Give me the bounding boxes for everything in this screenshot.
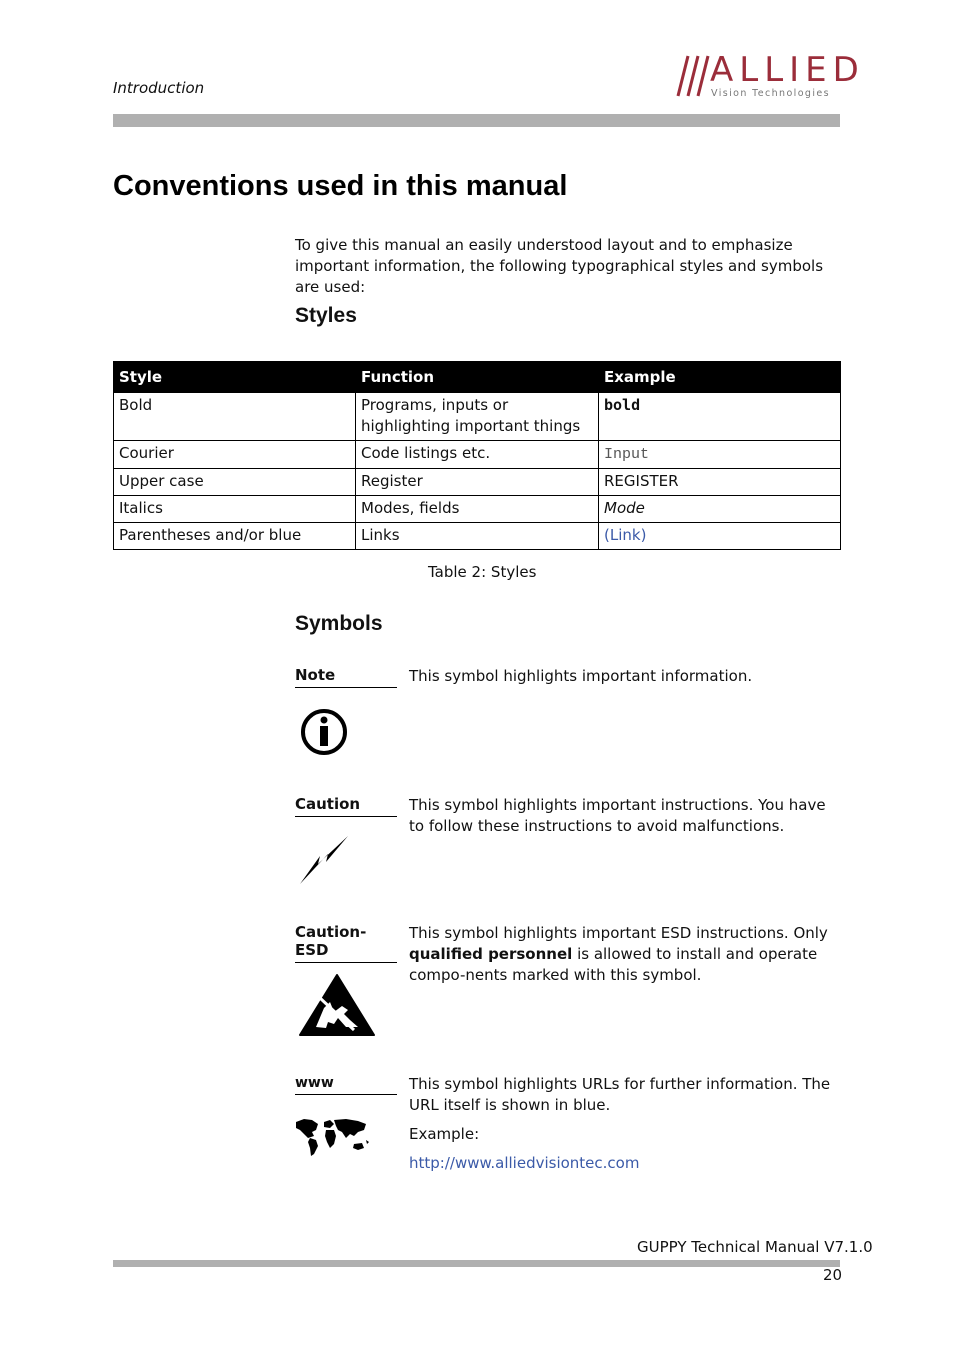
example-bold: bold [604,396,641,414]
world-map-icon [294,1116,372,1158]
intro-paragraph: To give this manual an easily understood layout and to emphasize important information, the following typographical styles and symbols are used: [295,236,824,296]
esd-warning-icon [298,972,376,1038]
logo-word: ALLIED [710,50,865,90]
footer-rule [113,1260,840,1267]
cell-style: Courier [114,441,356,469]
info-icon [299,706,349,758]
example-label: Example: [409,1125,480,1143]
cell-style: Bold [114,393,356,441]
page-number: 20 [823,1266,843,1284]
section-label: Introduction [113,79,205,97]
cell-example [599,496,841,523]
column-header-example: Example [599,362,841,393]
table-header-row [114,362,841,393]
page-title: Conventions used in this manual [113,170,568,202]
lightning-icon [298,834,350,886]
cell-example [599,441,841,469]
example-courier: Input [604,446,650,463]
cell-function: Programs, inputs or highlighting important things [356,393,599,441]
symbol-text-caution: This symbol highlights important instructions. You have to follow these instructions to avoid malfunctions. [409,796,826,835]
cell-style: Italics [114,496,356,523]
cell-example: REGISTER [599,469,841,496]
cell-example [599,393,841,441]
example-link[interactable]: (Link) [604,526,647,544]
cell-function: Code listings etc. [356,441,599,469]
cell-style: Upper case [114,469,356,496]
footer-manual-title: GUPPY Technical Manual V7.1.0 [637,1238,873,1256]
symbol-text-note: This symbol highlights important information. [409,667,753,685]
table-row [114,523,841,550]
symbol-text-www: This symbol highlights URLs for further information. The URL itself is shown in blue. [409,1075,831,1114]
cell-function: Register [356,469,599,496]
table-row [114,393,841,441]
logo-subtitle: Vision Technologies [711,88,830,99]
symbol-label-caution-esd: Caution-ESD [295,923,397,963]
table-row [114,469,841,496]
cell-function: Modes, fields [356,496,599,523]
symbol-label-caution: Caution [295,795,397,817]
cell-example [599,523,841,550]
styles-table [113,361,841,550]
symbol-text-caution-esd: This symbol highlights important ESD instructions. Only qualified personnel is allowed to install and operate compo-nents marked with this symbol. [409,924,828,984]
company-logo [668,50,865,102]
column-header-function: Function [356,362,599,393]
styles-heading: Styles [295,304,357,327]
cell-style: Parentheses and/or blue [114,523,356,550]
example-italic: Mode [604,499,645,517]
column-header-style: Style [114,362,356,393]
symbol-label-note: Note [295,666,397,688]
table-caption: Table 2: Styles [428,563,537,581]
symbol-label-www: www [295,1075,397,1095]
example-url-link[interactable]: http://www.alliedvisiontec.com [409,1154,640,1172]
logo-slashes-icon [668,54,710,98]
table-row [114,441,841,469]
header-rule [113,114,840,127]
symbols-heading: Symbols [295,612,383,635]
cell-function: Links [356,523,599,550]
table-row [114,496,841,523]
